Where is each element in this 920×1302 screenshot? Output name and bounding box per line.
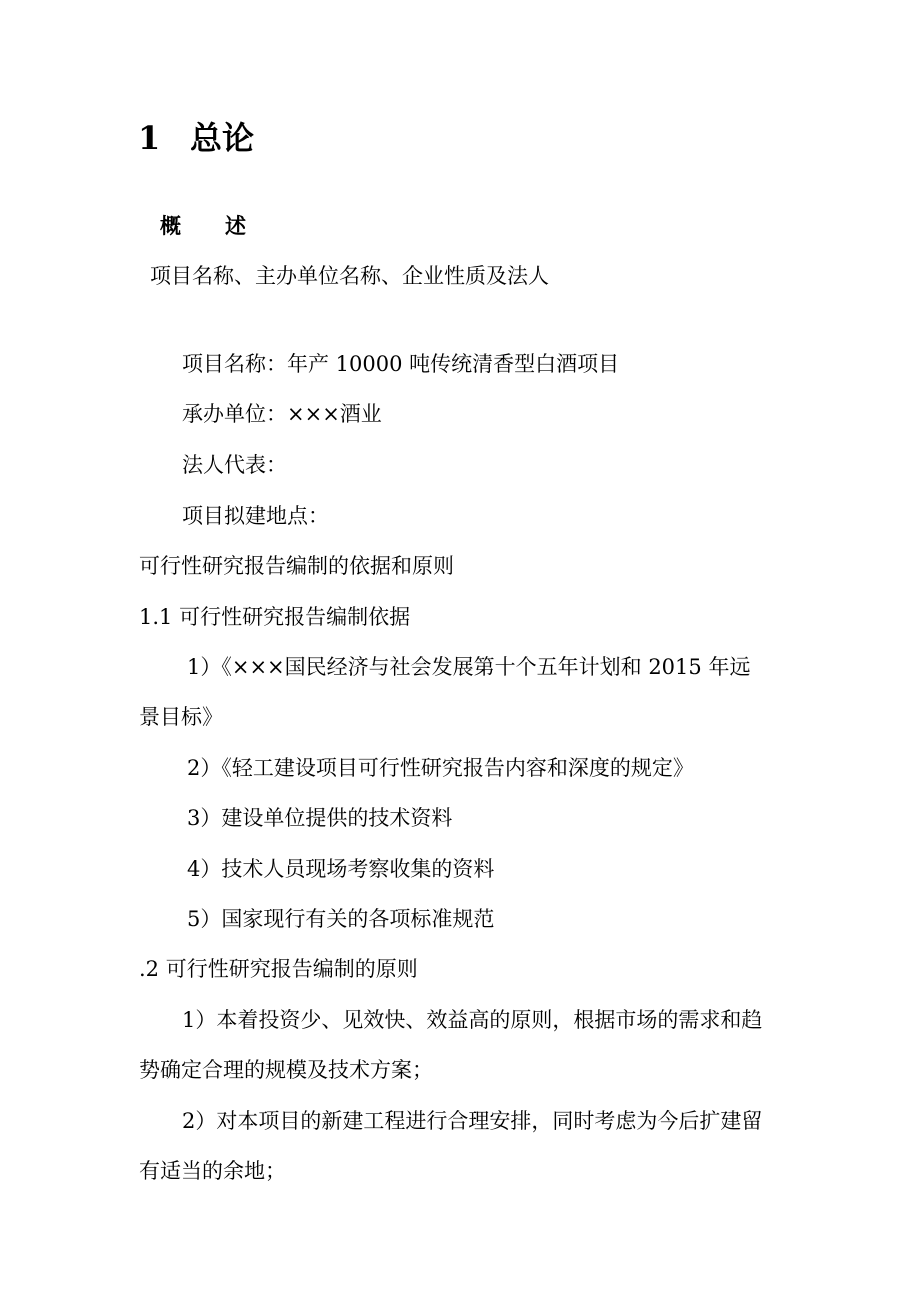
principles-item-continuation: 势确定合理的规模及技术方案；	[139, 1058, 433, 1082]
section-heading-part-b: 述	[225, 213, 246, 238]
legal-rep-line: 法人代表：	[182, 453, 287, 477]
basis-item: 5）国家现行有关的各项标准规范	[187, 907, 495, 931]
principles-item: 2）对本项目的新建工程进行合理安排，同时考虑为今后扩建留	[182, 1109, 763, 1133]
section-heading-part-a: 概	[160, 213, 181, 238]
principles-heading: .2 可行性研究报告编制的原则	[139, 957, 418, 981]
chapter-title-text: 总论	[190, 119, 255, 157]
chapter-number: 1	[138, 119, 161, 157]
basis-heading: 1.1 可行性研究报告编制依据	[139, 605, 411, 629]
chapter-title	[138, 118, 254, 158]
subheading: 项目名称、主办单位名称、企业性质及法人	[150, 264, 549, 288]
location-line: 项目拟建地点：	[182, 504, 329, 528]
basis-item-continuation: 景目标》	[139, 705, 223, 729]
basis-item: 3）建设单位提供的技术资料	[187, 806, 453, 830]
basis-principles-heading: 可行性研究报告编制的依据和原则	[139, 554, 454, 578]
undertaker-line: 承办单位：×××酒业	[182, 402, 382, 426]
principles-item-continuation: 有适当的余地；	[139, 1159, 286, 1183]
section-heading	[160, 212, 246, 240]
project-name-line: 项目名称：年产 10000 吨传统清香型白酒项目	[182, 352, 620, 376]
basis-item: 4）技术人员现场考察收集的资料	[187, 857, 495, 881]
basis-item: 2）《轻工建设项目可行性研究报告内容和深度的规定》	[187, 756, 694, 780]
basis-item: 1）《×××国民经济与社会发展第十个五年计划和 2015 年远	[187, 655, 751, 679]
principles-item: 1）本着投资少、见效快、效益高的原则，根据市场的需求和趋	[182, 1008, 763, 1032]
